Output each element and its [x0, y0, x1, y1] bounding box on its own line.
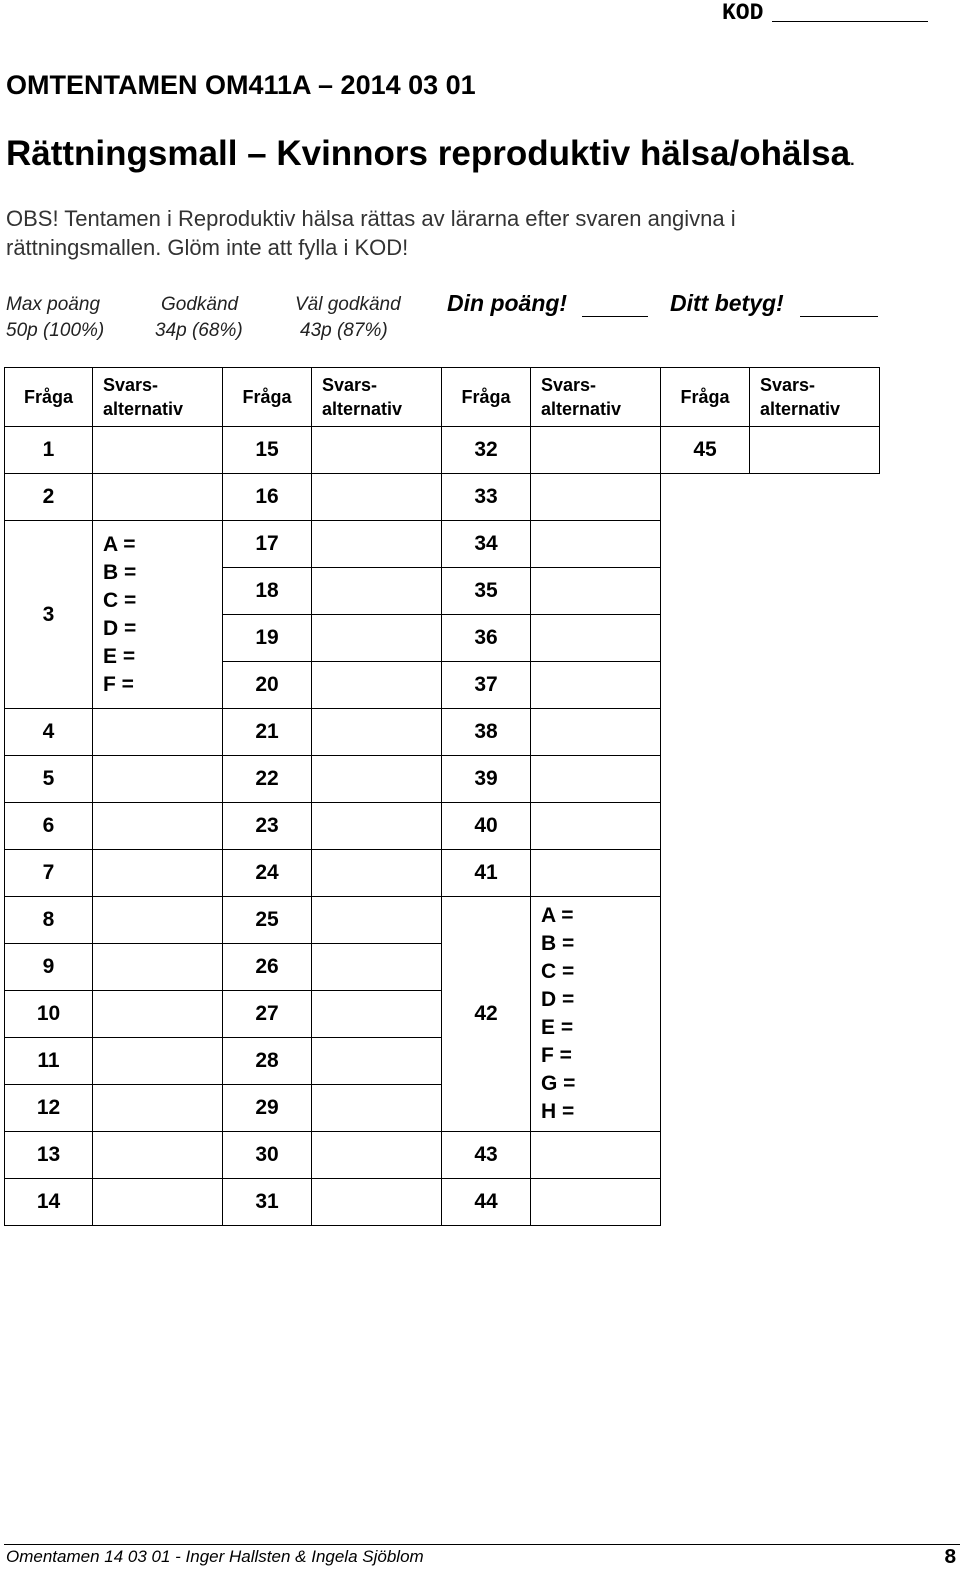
header-answer — [312, 368, 442, 427]
question-number: 29 — [223, 1085, 312, 1132]
question-number: 20 — [223, 662, 312, 709]
answer-cell[interactable] — [531, 1179, 661, 1226]
answer-cell[interactable] — [312, 1132, 442, 1179]
answer-cell[interactable] — [93, 803, 223, 850]
question-number: 8 — [5, 897, 93, 944]
question-number: 4 — [5, 709, 93, 756]
instruction-note — [6, 204, 906, 262]
answer-cell[interactable] — [531, 662, 661, 709]
empty-cell — [661, 474, 880, 521]
question-number: 33 — [442, 474, 531, 521]
answer-cell[interactable] — [531, 756, 661, 803]
question-number: 16 — [223, 474, 312, 521]
header-answer-line-2: alternativ — [103, 399, 184, 419]
question-number: 40 — [442, 803, 531, 850]
alternative-line: H = — [541, 1100, 575, 1123]
question-number: 6 — [5, 803, 93, 850]
question-number: 28 — [223, 1038, 312, 1085]
kod-label: KOD — [722, 0, 764, 26]
question-number: 37 — [442, 662, 531, 709]
answer-cell[interactable] — [312, 756, 442, 803]
alternative-line: C = — [103, 588, 137, 612]
answer-cell[interactable] — [312, 850, 442, 897]
answer-cell[interactable] — [531, 521, 661, 568]
question-number: 17 — [223, 521, 312, 568]
question-number: 30 — [223, 1132, 312, 1179]
empty-cell — [661, 615, 880, 662]
question-number: 1 — [5, 427, 93, 474]
question-number: 34 — [442, 521, 531, 568]
answer-cell[interactable] — [312, 568, 442, 615]
footer-text: Omentamen 14 03 01 - Inger Hallsten & Ingela Sjöblom — [6, 1547, 424, 1566]
empty-cell — [661, 1038, 880, 1085]
answer-cell[interactable] — [312, 662, 442, 709]
question-number: 2 — [5, 474, 93, 521]
question-number: 32 — [442, 427, 531, 474]
distinction-label: Väl godkänd — [295, 294, 401, 315]
question-number: 14 — [5, 1179, 93, 1226]
question-number: 11 — [5, 1038, 93, 1085]
alternative-line: C = — [541, 960, 575, 983]
question-number: 22 — [223, 756, 312, 803]
alternative-line: F = — [103, 672, 134, 696]
empty-cell — [661, 521, 880, 568]
exam-title: OMTENTAMEN OM411A – 2014 03 01 — [6, 70, 476, 100]
your-grade-label: Ditt betyg! — [670, 290, 784, 316]
q42-alternatives[interactable] — [531, 897, 661, 1132]
template-title-suffix: . — [850, 152, 855, 169]
header-question: Fråga — [223, 368, 312, 427]
empty-cell — [661, 1085, 880, 1132]
question-number: 26 — [223, 944, 312, 991]
answer-cell[interactable] — [312, 944, 442, 991]
question-number: 7 — [5, 850, 93, 897]
answer-cell[interactable] — [312, 615, 442, 662]
template-title-text: Rättningsmall – Kvinnors reproduktiv hälsa/ohälsa — [6, 134, 851, 173]
your-grade-field[interactable] — [800, 316, 878, 317]
empty-cell — [661, 897, 880, 944]
alternative-line: D = — [103, 616, 137, 640]
answer-cell[interactable] — [312, 991, 442, 1038]
alternative-line: E = — [103, 644, 136, 668]
question-number: 31 — [223, 1179, 312, 1226]
q3-alternatives[interactable] — [93, 521, 223, 709]
empty-cell — [661, 709, 880, 756]
header-answer — [93, 368, 223, 427]
alternative-line: A = — [103, 532, 136, 556]
answer-cell[interactable] — [531, 850, 661, 897]
alternative-line: B = — [103, 560, 137, 584]
header-answer-line-1: Svars- — [541, 375, 597, 395]
question-number: 41 — [442, 850, 531, 897]
header-answer-line-2: alternativ — [760, 399, 841, 419]
question-number: 27 — [223, 991, 312, 1038]
question-number: 3 — [5, 521, 93, 709]
answer-cell[interactable] — [312, 1179, 442, 1226]
answer-cell[interactable] — [312, 803, 442, 850]
pass-label: Godkänd — [161, 294, 239, 315]
answer-cell[interactable] — [93, 850, 223, 897]
answer-cell[interactable] — [312, 1085, 442, 1132]
answer-cell[interactable] — [312, 709, 442, 756]
instruction-note-line-1: OBS! Tentamen i Reproduktiv hälsa rättas av lärarna efter svaren angivna i — [6, 206, 736, 231]
answer-cell[interactable] — [93, 1179, 223, 1226]
answer-cell[interactable] — [750, 427, 880, 474]
empty-cell — [661, 662, 880, 709]
answer-cell[interactable] — [93, 427, 223, 474]
question-number: 23 — [223, 803, 312, 850]
question-number: 44 — [442, 1179, 531, 1226]
answer-cell[interactable] — [531, 568, 661, 615]
answer-cell[interactable] — [93, 474, 223, 521]
header-answer — [531, 368, 661, 427]
header-answer-line-1: Svars- — [760, 375, 816, 395]
answer-grid — [4, 367, 880, 1226]
question-number: 39 — [442, 756, 531, 803]
answer-cell[interactable] — [93, 897, 223, 944]
answer-cell[interactable] — [312, 1038, 442, 1085]
question-number: 10 — [5, 991, 93, 1038]
question-number: 18 — [223, 568, 312, 615]
answer-cell[interactable] — [93, 756, 223, 803]
empty-cell — [661, 1179, 880, 1226]
header-answer-line-2: alternativ — [322, 399, 403, 419]
answer-cell[interactable] — [312, 474, 442, 521]
answer-cell[interactable] — [93, 1038, 223, 1085]
alternative-line: E = — [541, 1016, 574, 1039]
empty-cell — [661, 850, 880, 897]
empty-cell — [661, 991, 880, 1038]
question-number: 43 — [442, 1132, 531, 1179]
footer-divider — [4, 1544, 960, 1545]
distinction-value: 43p (87%) — [300, 320, 388, 341]
answer-cell[interactable] — [312, 427, 442, 474]
answer-cell[interactable] — [531, 803, 661, 850]
question-number: 36 — [442, 615, 531, 662]
header-answer-line-1: Svars- — [103, 375, 159, 395]
page-number: 8 — [944, 1547, 957, 1570]
your-points-label: Din poäng! — [447, 290, 568, 316]
answer-cell[interactable] — [93, 1132, 223, 1179]
empty-cell — [661, 803, 880, 850]
answer-cell[interactable] — [531, 427, 661, 474]
empty-cell — [661, 944, 880, 991]
question-number: 42 — [442, 897, 531, 1132]
kod-field[interactable] — [772, 21, 928, 22]
template-title — [6, 134, 855, 174]
answer-cell[interactable] — [531, 1132, 661, 1179]
empty-cell — [661, 1132, 880, 1179]
question-number: 5 — [5, 756, 93, 803]
answer-cell[interactable] — [93, 944, 223, 991]
alternative-line: D = — [541, 988, 575, 1011]
answer-cell[interactable] — [531, 709, 661, 756]
answer-cell[interactable] — [312, 521, 442, 568]
question-number: 21 — [223, 709, 312, 756]
alternative-line: A = — [541, 904, 574, 927]
alternative-line: F = — [541, 1044, 572, 1067]
question-number: 15 — [223, 427, 312, 474]
max-points-label: Max poäng — [6, 294, 101, 315]
question-number: 24 — [223, 850, 312, 897]
instruction-note-line-2: rättningsmallen. Glöm inte att fylla i KOD! — [6, 235, 409, 260]
answer-cell[interactable] — [93, 1085, 223, 1132]
question-number: 25 — [223, 897, 312, 944]
answer-cell[interactable] — [531, 474, 661, 521]
alternative-line: G = — [541, 1072, 576, 1095]
question-number: 45 — [661, 427, 750, 474]
question-number: 12 — [5, 1085, 93, 1132]
header-question: Fråga — [442, 368, 531, 427]
answer-cell[interactable] — [312, 897, 442, 944]
header-question: Fråga — [661, 368, 750, 427]
question-number: 35 — [442, 568, 531, 615]
question-number: 38 — [442, 709, 531, 756]
header-answer — [750, 368, 880, 427]
your-points-field[interactable] — [582, 316, 648, 317]
answer-cell[interactable] — [93, 709, 223, 756]
answer-cell[interactable] — [93, 991, 223, 1038]
pass-value: 34p (68%) — [155, 320, 243, 341]
answer-cell[interactable] — [531, 615, 661, 662]
header-answer-line-2: alternativ — [541, 399, 622, 419]
max-points-value: 50p (100%) — [6, 320, 105, 341]
alternative-line: B = — [541, 932, 575, 955]
empty-cell — [661, 756, 880, 803]
question-number: 9 — [5, 944, 93, 991]
question-number: 13 — [5, 1132, 93, 1179]
header-question: Fråga — [5, 368, 93, 427]
header-answer-line-1: Svars- — [322, 375, 378, 395]
empty-cell — [661, 568, 880, 615]
question-number: 19 — [223, 615, 312, 662]
